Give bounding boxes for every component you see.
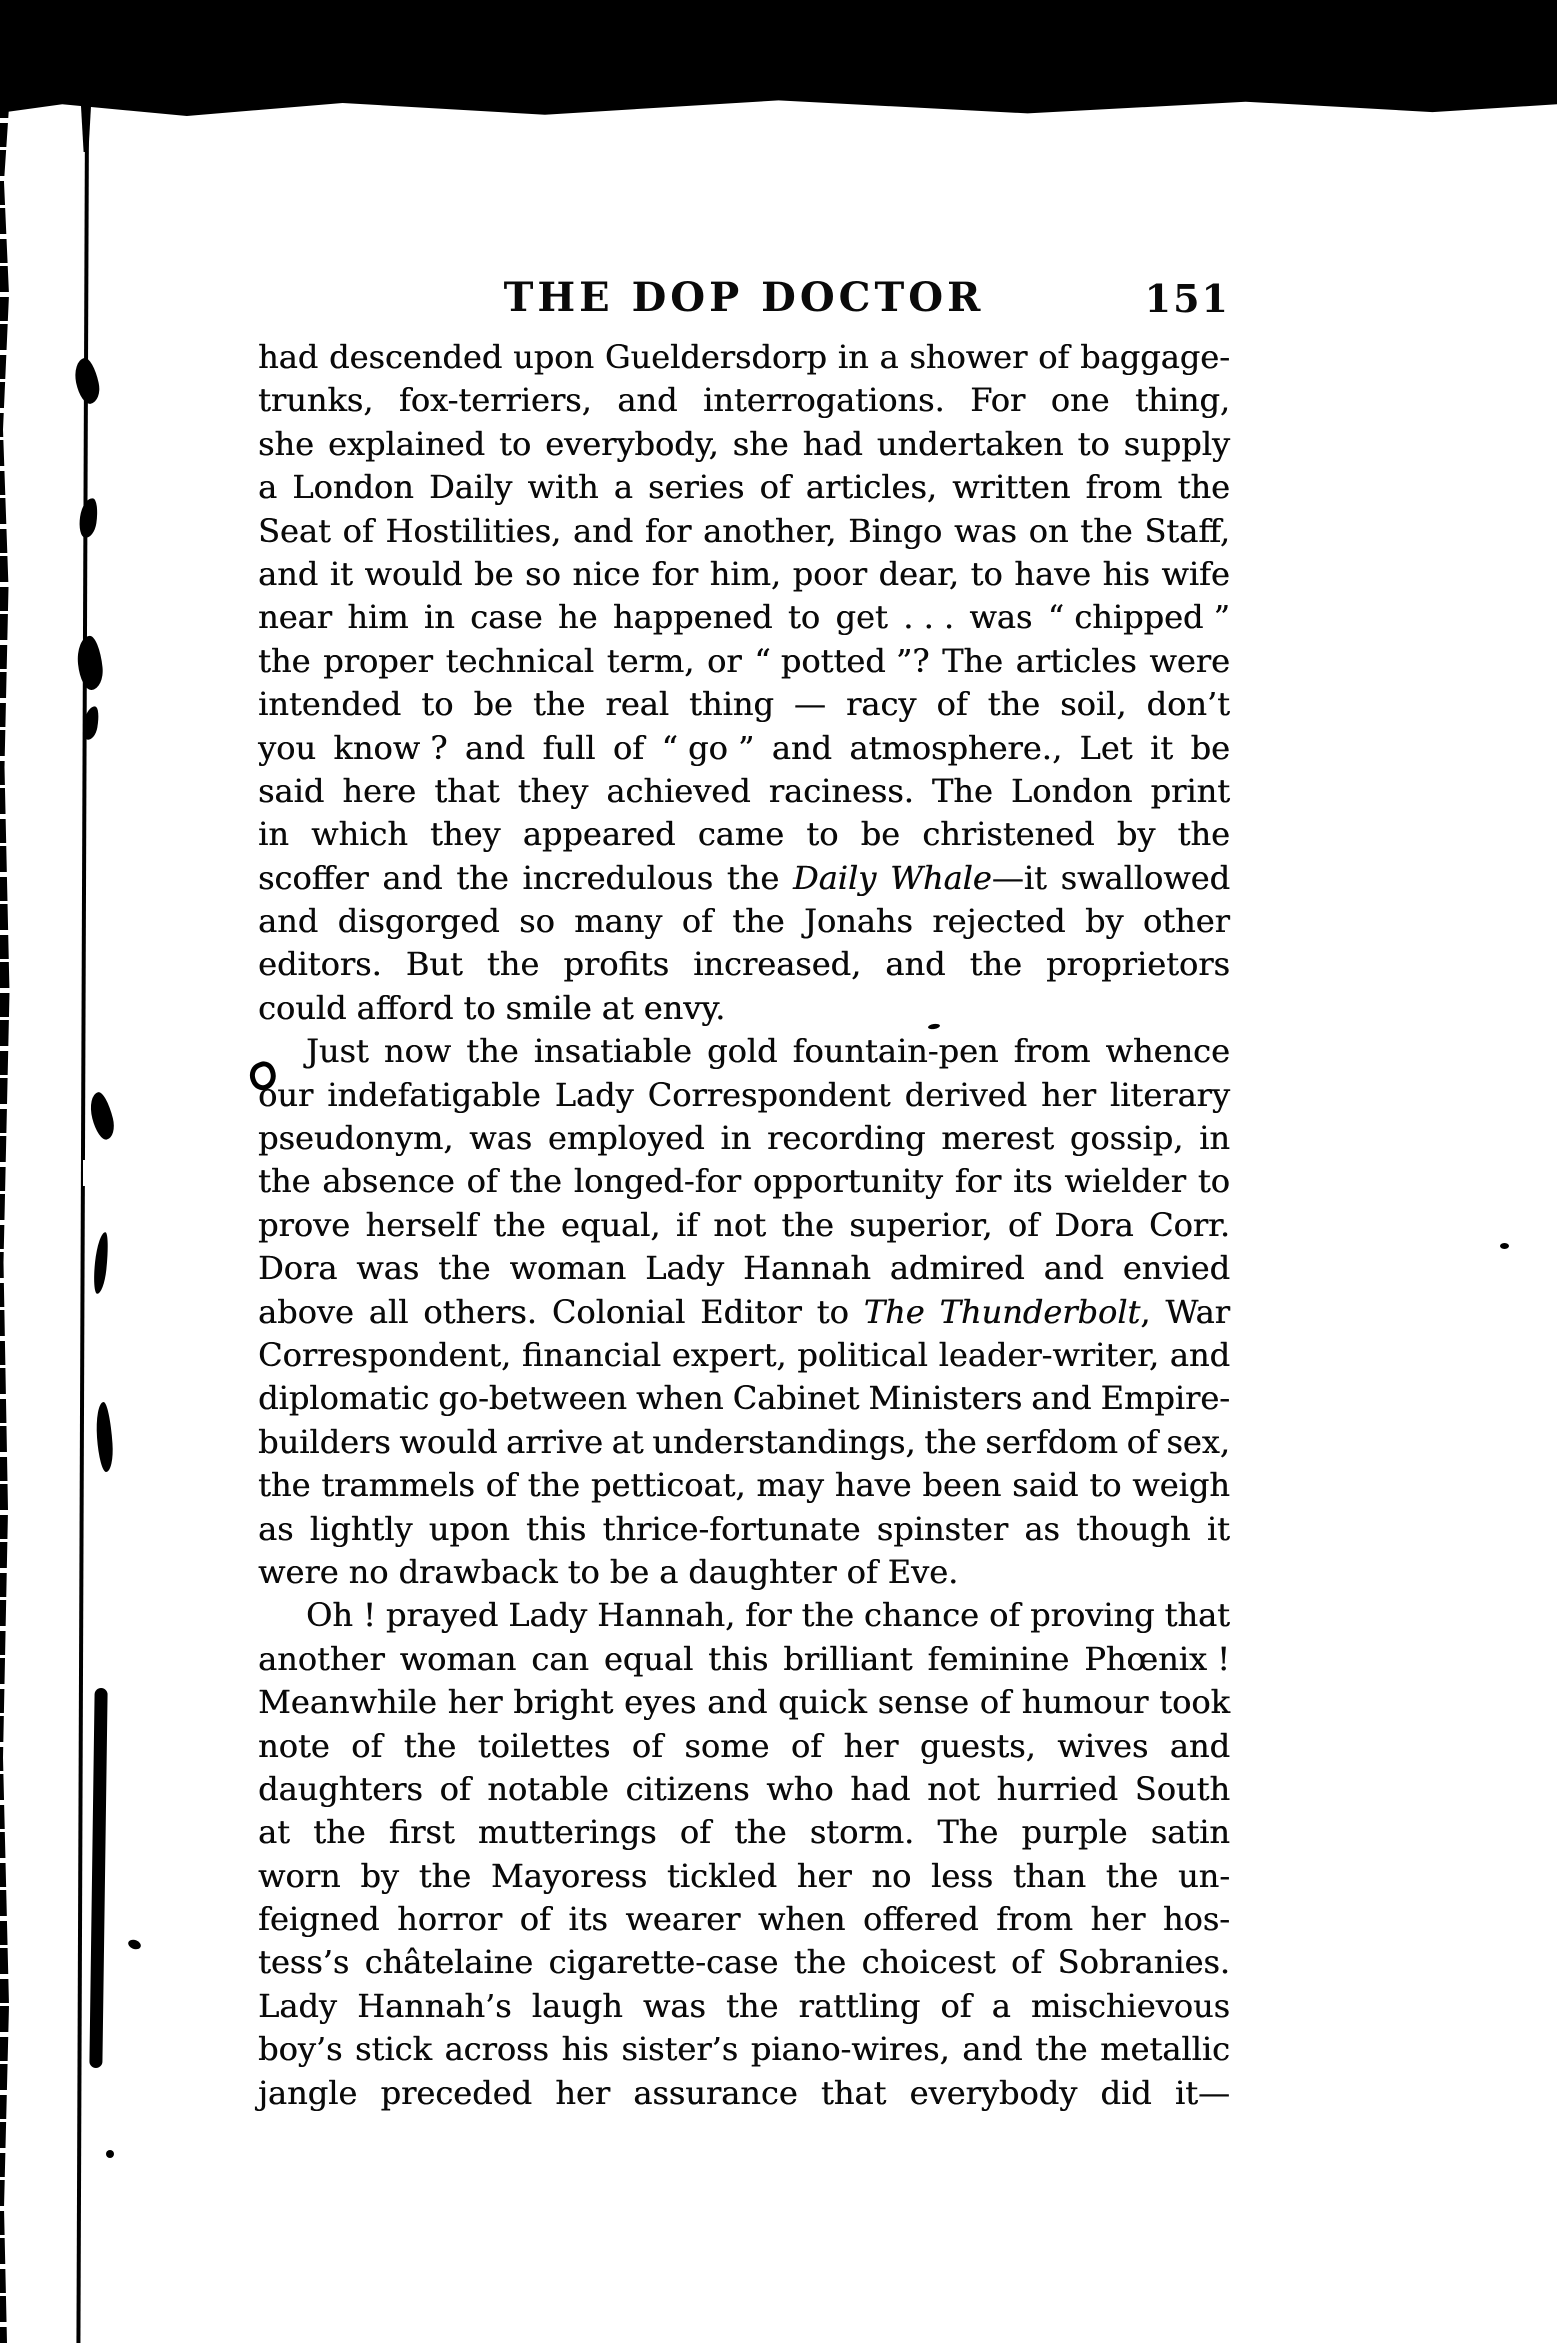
- text-line: the trammels of the petticoat, may have been said to weigh: [258, 1466, 1230, 1505]
- scan-smudge: [75, 635, 105, 691]
- text-line: diplomatic go-between when Cabinet Ministers and Empire-: [258, 1379, 1230, 1418]
- text-line: at the first mutterings of the storm. The purple satin: [258, 1813, 1230, 1852]
- scan-smudge: [92, 1232, 110, 1295]
- text-line: were no drawback to be a daughter of Eve.: [258, 1552, 959, 1591]
- text-line: another woman can equal this brilliant feminine Phœnix !: [258, 1639, 1230, 1678]
- text-line: and disgorged so many of the Jonahs rejected by other: [258, 902, 1230, 941]
- text-line: feigned horror of its wearer when offered from her hos-: [258, 1900, 1230, 1939]
- text-line: trunks, fox-terriers, and interrogations. For one thing,: [258, 381, 1230, 420]
- scan-speck: [1500, 1243, 1509, 1249]
- text-line: near him in case he happened to get . . . was “ chipped ”: [258, 598, 1230, 637]
- text-line: a London Daily with a series of articles, written from the: [258, 468, 1230, 507]
- running-header: [258, 276, 1230, 320]
- scan-gutter-line: [76, 110, 89, 2343]
- scan-edge-top: [0, 0, 1557, 92]
- text-line: worn by the Mayoress tickled her no less than the un-: [258, 1856, 1230, 1895]
- scan-edge-top-ragged: [0, 90, 1557, 116]
- text-line: above all others. Colonial Editor to The Thunderbolt, War: [258, 1292, 1230, 1331]
- scan-edge-left: [0, 92, 10, 2343]
- text-line: scoffer and the incredulous the Daily Whale—it swallowed: [258, 858, 1230, 897]
- text-line: the proper technical term, or “ potted ”? The articles were: [258, 641, 1230, 680]
- text-line: note of the toilettes of some of her guests, wives and: [258, 1726, 1230, 1765]
- scan-smudge: [95, 1402, 115, 1473]
- text-line: could afford to smile at envy.: [258, 988, 726, 1027]
- text-line: jangle preceded her assurance that everybody did it—: [258, 2073, 1230, 2112]
- scan-smudge: [71, 356, 102, 406]
- text-line: intended to be the real thing — racy of the soil, don’t: [258, 685, 1230, 724]
- text-line: boy’s stick across his sister’s piano-wires, and the metallic: [258, 2030, 1230, 2069]
- scan-smudge: [86, 1090, 117, 1141]
- body-text: [258, 336, 1230, 2115]
- text-line: daughters of notable citizens who had not hurried South: [258, 1769, 1230, 1808]
- text-line: Dora was the woman Lady Hannah admired and envied: [258, 1249, 1230, 1288]
- scan-gutter-gap: [98, 2072, 112, 2102]
- text-line: in which they appeared came to be christened by the: [258, 815, 1230, 854]
- scan-gutter-thick-segment: [89, 1688, 107, 2068]
- text-line: pseudonym, was employed in recording merest gossip, in: [258, 1119, 1230, 1158]
- scan-gutter-gap: [83, 1160, 95, 1186]
- text-line: prove herself the equal, if not the superior, of Dora Corr.: [258, 1205, 1230, 1244]
- scan-speck: [127, 1938, 142, 1951]
- text-line: you know ? and full of “ go ” and atmosphere.‚ Let it be: [258, 728, 1230, 767]
- text-line: editors. But the profits increased, and the proprietors: [258, 945, 1230, 984]
- text-line: she explained to everybody, she had undertaken to supply: [258, 424, 1230, 463]
- scan-speck: [106, 2150, 114, 2158]
- text-line: and it would be so nice for him, poor dear, to have his wife: [258, 554, 1230, 593]
- text-line: builders would arrive at understandings, the serfdom of sex,: [258, 1422, 1230, 1461]
- text-line: Lady Hannah’s laugh was the rattling of a mischievous: [258, 1986, 1230, 2025]
- text-line: Oh ! prayed Lady Hannah, for the chance of proving that: [306, 1596, 1230, 1635]
- text-line: Seat of Hostilities, and for another, Bingo was on the Staff,: [258, 511, 1230, 550]
- text-line: Just now the insatiable gold fountain-pen from whence: [306, 1032, 1230, 1071]
- text-line: said here that they achieved raciness. The London print: [258, 771, 1230, 810]
- text-line: Meanwhile her bright eyes and quick sense of humour took: [258, 1683, 1230, 1722]
- text-line: had descended upon Gueldersdorp in a shower of baggage-: [258, 338, 1230, 376]
- text-line: as lightly upon this thrice-fortunate spinster as though it: [258, 1509, 1230, 1548]
- text-line: tess’s châtelaine cigarette-case the choicest of Sobranies.: [258, 1943, 1230, 1982]
- text-line: Correspondent, financial expert, political leader-writer, and: [258, 1335, 1230, 1374]
- page-number: 151: [1144, 276, 1230, 321]
- page-title: THE DOP DOCTOR: [503, 274, 985, 321]
- text-line: our indefatigable Lady Correspondent derived her literary: [258, 1075, 1230, 1114]
- scan-smudge: [77, 497, 99, 539]
- text-line: the absence of the longed-for opportunity for its wielder to: [258, 1162, 1230, 1201]
